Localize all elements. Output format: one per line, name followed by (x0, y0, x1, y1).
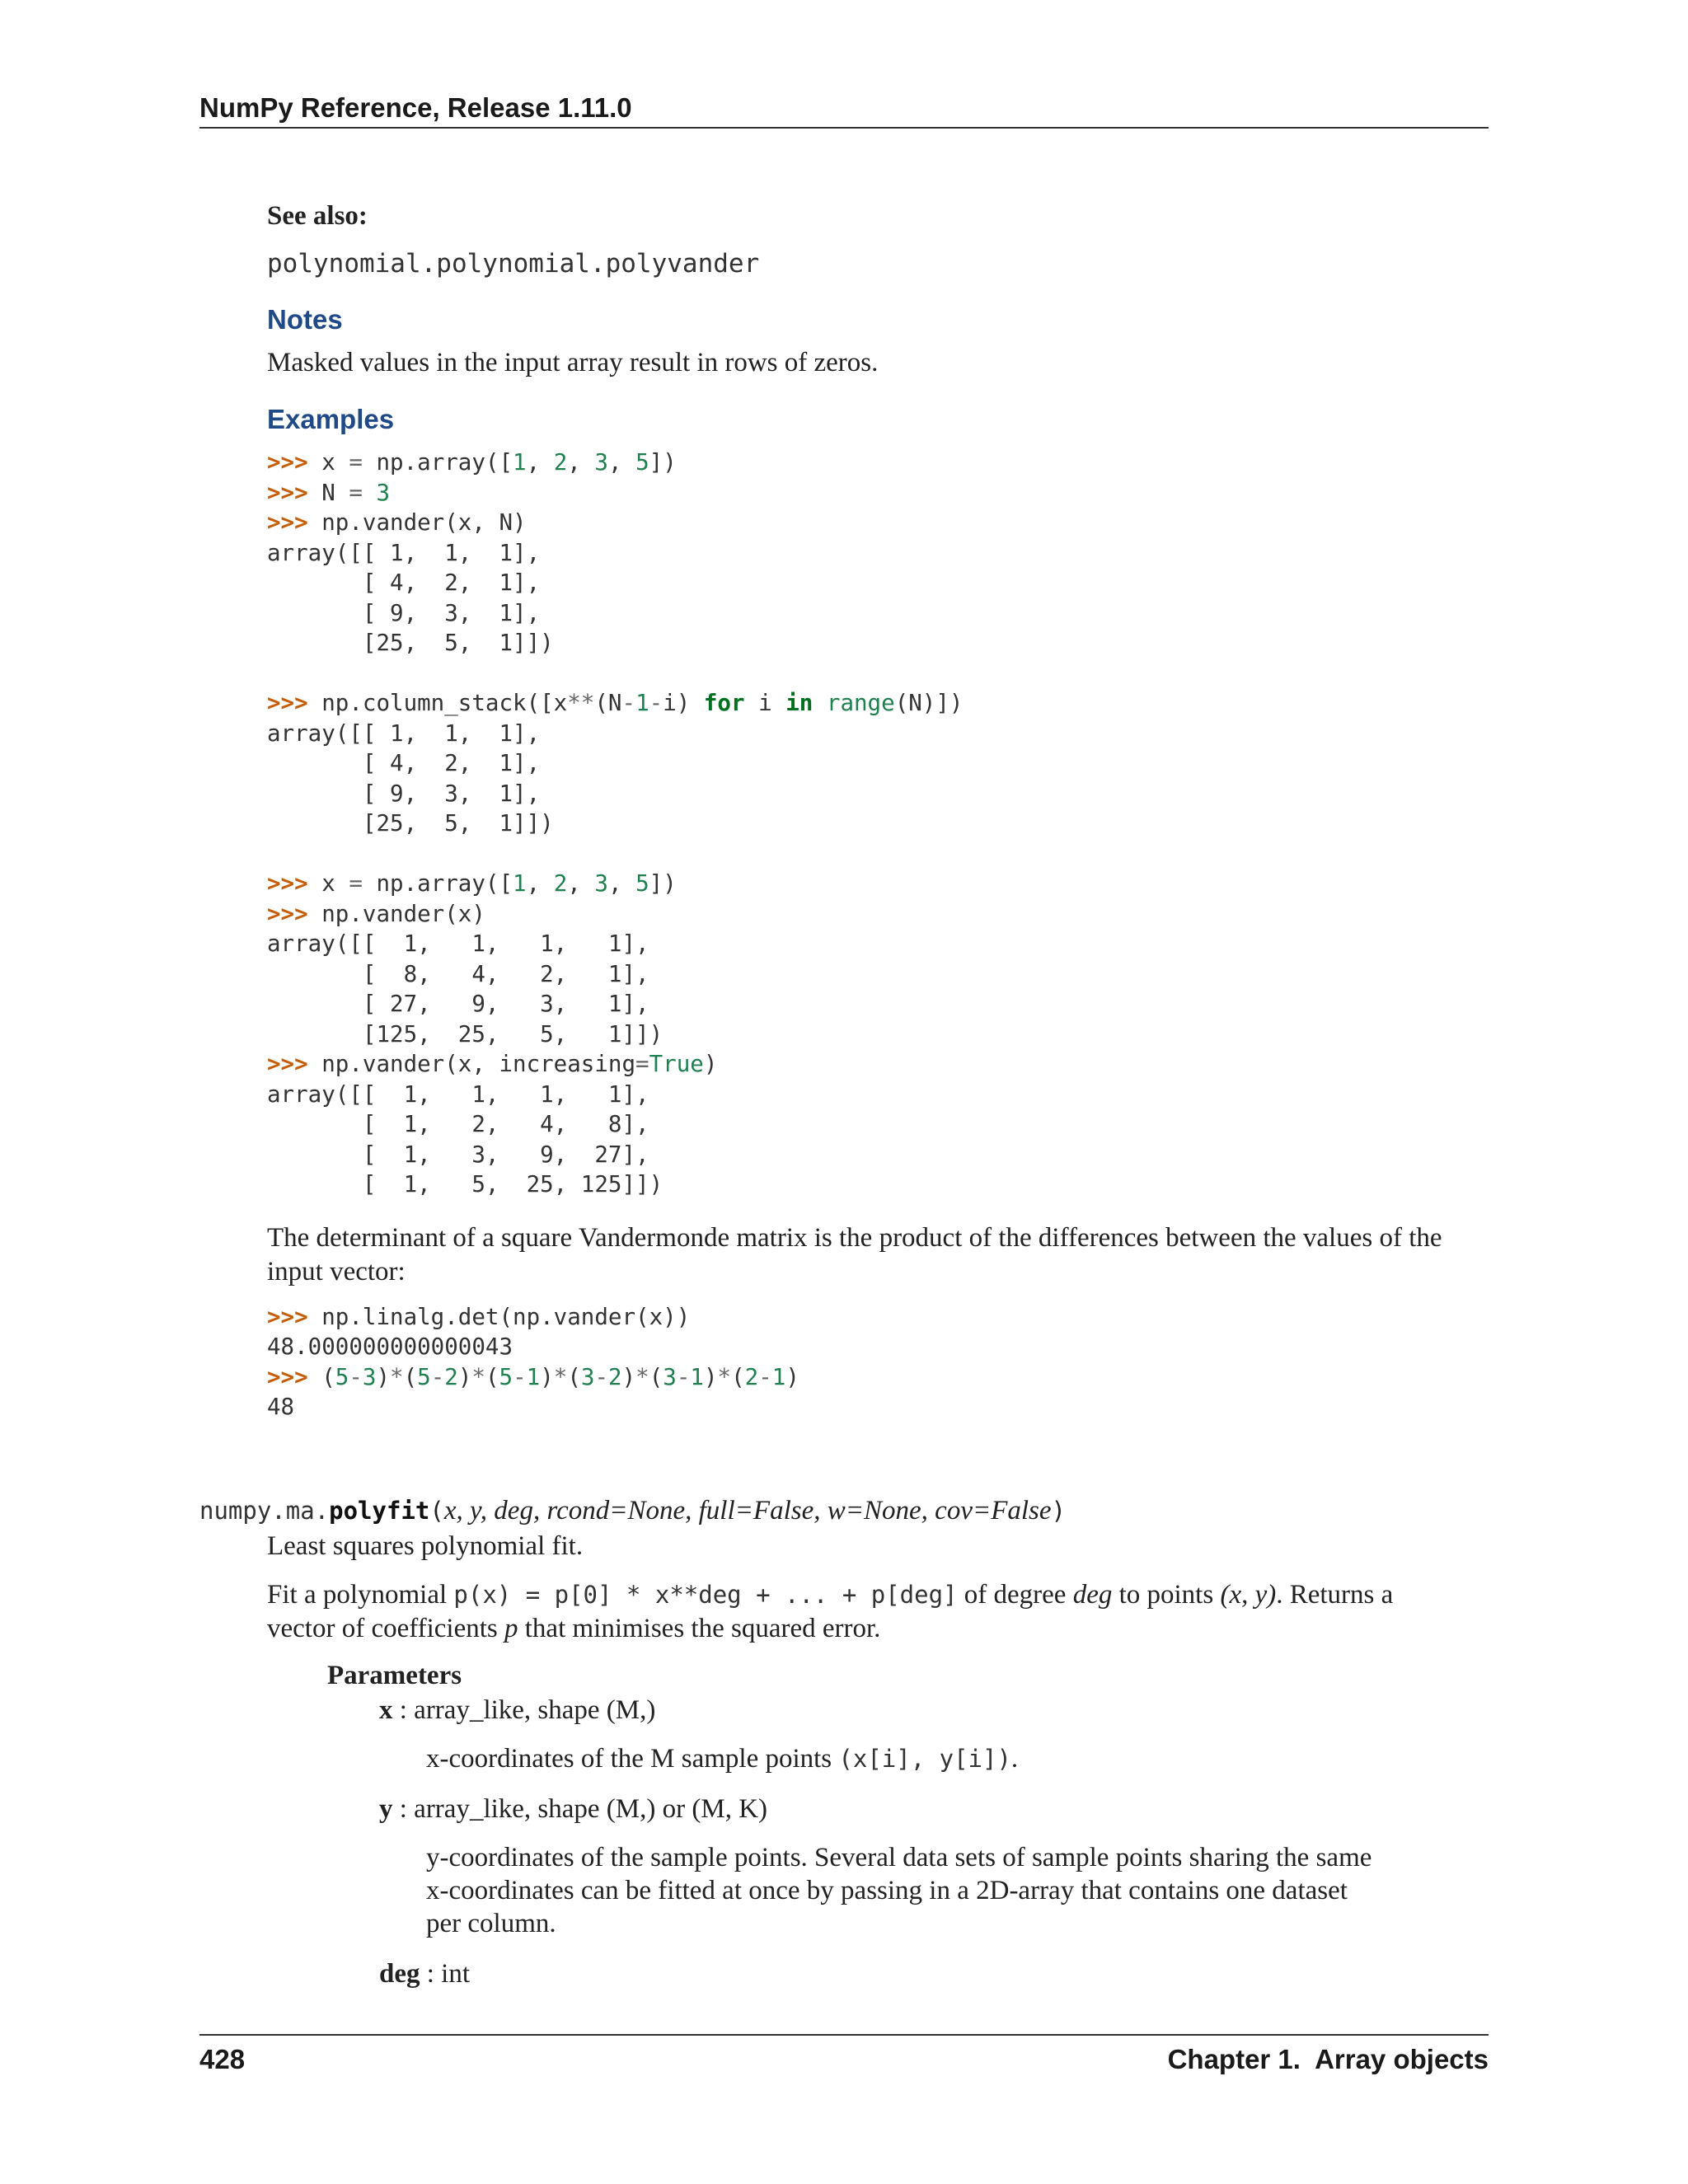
detail-text-mid: of degree (957, 1580, 1073, 1610)
chapter-title: Chapter 1. Array objects (1167, 2044, 1489, 2074)
page-number: 428 (199, 2044, 246, 2074)
function-detail (267, 1578, 1489, 1646)
param-x-type: : array_like, shape (M,) (392, 1695, 656, 1725)
notes-text: Masked values in the input array result in rows of zeros. (267, 348, 879, 377)
param-y-desc-line3: per column. (426, 1909, 556, 1938)
parameters-heading: Parameters (327, 1661, 462, 1690)
code-block-vander: >>> x = np.array([1, 2, 3, 5]) >>> N = 3 >>> np.vander(x, N) array([[ 1, 1, 1], [ 4, 2, 1], [ 9, 3, 1], [25, 5, 1]]) >>> np.column_stack([x**(N-1-i) for i in range(N)]) array([[ 1, 1, 1], [ 4, 2, 1], [ 9, 3, 1], [25, 5, 1]]) >>> x = np.array([1, 2, 3, 5]) >>> np.vander(x) array([[ 1, 1, 1, 1], [ 8, 4, 2, 1], [ 27, 9, 3, 1], [125, 25, 5, 1]]) >>> np.vander(x, increasing=True) array([[ 1, 1, 1, 1], [ 1, 2, 4, 8], [ 1, 3, 9, 27], [ 1, 5, 25, 125]]) (267, 449, 964, 1197)
function-description (267, 1530, 1489, 1646)
signature-args: x, y, deg, rcond=None, full=False, w=None, cov=False (443, 1496, 1052, 1526)
param-y-type: : array_like, shape (M,) or (M, K) (392, 1794, 768, 1824)
signature-close-paren: ) (1051, 1497, 1067, 1525)
detail-text-post: . Returns a (1276, 1580, 1394, 1610)
code-block-determinant: >>> np.linalg.det(np.vander(x)) 48.000000000000043 >>> (5-3)*(5-2)*(5-1)*(3-2)*(3-1)*(2-1) 48 (267, 1303, 799, 1420)
param-y-desc-line1: y-coordinates of the sample points. Several data sets of sample points sharing the same (426, 1843, 1372, 1872)
function-signature (199, 1496, 1066, 1526)
examples-heading: Examples (267, 404, 395, 434)
see-also-link[interactable]: polynomial.polynomial.polyvander (267, 249, 760, 279)
detail-xy: (x, y) (1220, 1580, 1277, 1610)
determinant-line-2: input vector: (267, 1256, 406, 1286)
detail-deg: deg (1072, 1580, 1113, 1610)
detail-line2-post: that minimises the squared error. (518, 1614, 881, 1643)
param-deg-name: deg (379, 1959, 420, 1989)
signature-open-paren: ( (429, 1497, 444, 1525)
param-deg-type: : int (420, 1959, 471, 1989)
signature-name[interactable]: polyfit (329, 1497, 430, 1525)
function-summary: Least squares polynomial fit. (267, 1531, 584, 1561)
running-title: NumPy Reference, Release 1.11.0 (199, 92, 632, 123)
see-also-title: See also: (267, 201, 368, 231)
main-content (267, 198, 1489, 1422)
param-x-desc-text: x-coordinates of the M sample points (426, 1744, 839, 1774)
signature-module: numpy.ma. (199, 1497, 330, 1525)
detail-text-to: to points (1112, 1580, 1221, 1610)
param-x-desc-code: (x[i], y[i]) (838, 1745, 1011, 1773)
detail-text: Fit a polynomial (267, 1580, 454, 1610)
determinant-text (267, 1221, 1489, 1289)
parameters-section (327, 1658, 1399, 1989)
detail-code: p(x) = p[0] * x**deg + ... + p[deg] (453, 1581, 958, 1609)
detail-line2-pre: vector of coefficients (267, 1614, 505, 1643)
param-y-desc (426, 1841, 1399, 1940)
param-y-desc-line2: x-coordinates can be fitted at once by passing in a 2D-array that contains one dataset (426, 1876, 1348, 1905)
param-x-desc-post: . (1010, 1744, 1019, 1774)
determinant-line-1: The determinant of a square Vandermonde matrix is the product of the differences between the values of the (267, 1222, 1442, 1253)
notes-heading: Notes (267, 304, 343, 335)
param-x-name: x (379, 1695, 393, 1725)
param-x-desc (426, 1742, 1399, 1775)
param-deg (379, 1957, 470, 1991)
param-x (379, 1693, 655, 1727)
page-header (199, 92, 1489, 129)
param-y (379, 1792, 767, 1826)
page-footer (199, 2034, 1489, 2075)
detail-p: p (504, 1614, 518, 1643)
param-y-name: y (379, 1794, 393, 1824)
